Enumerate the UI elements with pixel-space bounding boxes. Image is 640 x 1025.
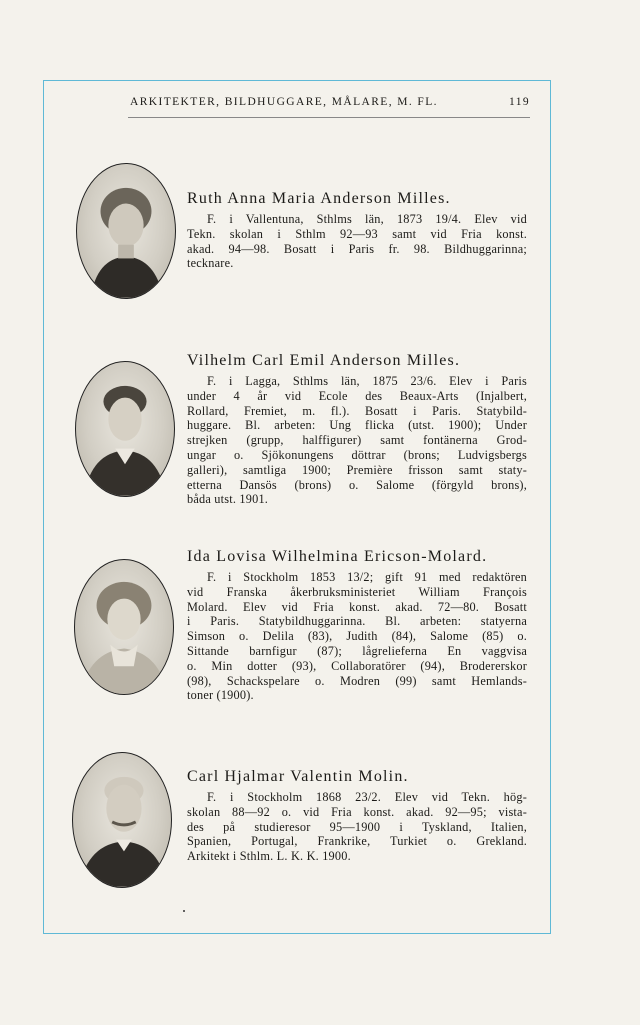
bio-line: des på studieresor 95—1900 i Tyskland, Italien,	[187, 819, 527, 834]
header-rule	[128, 117, 530, 118]
bio-line: strejken (grupp, halffigurer) samt fontänerna Grod-	[187, 433, 527, 448]
bio-line: F. i Stockholm 1868 23/2. Elev vid Tekn. hög-	[207, 790, 527, 804]
entry-name: Ida Lovisa Wilhelmina Ericson-Molard.	[187, 548, 488, 565]
portrait-image	[75, 560, 173, 694]
portrait-image	[73, 753, 171, 887]
portrait-image	[77, 164, 175, 298]
bio-line: vid Franska åkerbruksministeriet William François	[187, 584, 527, 599]
bio-line: etterna Dansös (brons) o. Salome (förgyld brons),	[187, 477, 527, 492]
bio-line: galleri), samtliga 1900; Première frisson samt staty-	[187, 462, 527, 477]
entry-name: Ruth Anna Maria Anderson Milles.	[187, 190, 451, 207]
bio-line: Simson o. Delila (83), Judith (84), Salome (85) o.	[187, 629, 527, 644]
page-mark	[183, 910, 185, 912]
bio-line: Spanien, Portugal, Frankrike, Turkiet o. Grekland.	[187, 834, 527, 849]
bio-line: toner (1900).	[187, 688, 254, 703]
entry-name: Carl Hjalmar Valentin Molin.	[187, 768, 409, 785]
page-number: 119	[508, 96, 530, 108]
bio-line: ungar o. Sjökonungens döttrar (brons; Ludvigsbergs	[187, 447, 527, 462]
bio-line: F. i Lagga, Sthlms län, 1875 23/6. Elev i Paris	[207, 374, 527, 388]
bio-line: (98), Schackspelare o. Modren (99) samt Hemlands-	[187, 673, 527, 688]
entry-bio	[187, 374, 527, 507]
bio-line: F. i Stockholm 1853 13/2; gift 91 med redaktören	[207, 570, 527, 584]
bio-line: o. Min dotter (93), Collaboratörer (94), Brodererskor	[187, 658, 527, 673]
portrait-ruth-milles	[76, 163, 176, 299]
bio-line: akad. 94—98. Bosatt i Paris fr. 98. Bildhuggarinna;	[187, 241, 527, 256]
portrait-carl-milles	[75, 361, 175, 497]
portrait-carl-molin	[72, 752, 172, 888]
entry-bio	[187, 790, 527, 864]
bio-line: Sittande barnfigur (87); lågrelieferna En vaggvisa	[187, 643, 527, 658]
bio-line: under 4 år vid Ecole des Beaux-Arts (Injalbert,	[187, 388, 527, 403]
bio-line: båda utst. 1901.	[187, 492, 269, 507]
bio-line: Rollard, Fremiet, m. fl.). Bosatt i Paris. Statybild-	[187, 403, 527, 418]
bio-line: Molard. Elev vid Fria konst. akad. 72—80. Bosatt	[187, 599, 527, 614]
portrait-ida-ericson-molard	[74, 559, 174, 695]
bio-line: Tekn. skolan i Sthlm 92—93 samt vid Fria konst.	[187, 226, 527, 241]
entry-bio	[187, 570, 527, 703]
bio-line: F. i Vallentuna, Sthlms län, 1873 19/4. Elev vid	[207, 212, 527, 226]
running-head-title: ARKITEKTER, BILDHUGGARE, MÅLARE, M. FL.	[130, 96, 438, 108]
portrait-image	[76, 362, 174, 496]
entry-name: Vilhelm Carl Emil Anderson Milles.	[187, 352, 461, 369]
bio-line: skolan 88—92 o. vid Fria konst. akad. 92—95; vista-	[187, 804, 527, 819]
bio-line: Arkitekt i Sthlm. L. K. K. 1900.	[187, 849, 351, 864]
running-head	[130, 96, 530, 108]
entry-bio	[187, 212, 527, 271]
bio-line: i Paris. Statybildhuggarinna. Bl. arbeten: statyerna	[187, 614, 527, 629]
bio-line: huggare. Bl. arbeten: Ung flicka (utst. 1900); Under	[187, 418, 527, 433]
bio-line: tecknare.	[187, 256, 234, 271]
